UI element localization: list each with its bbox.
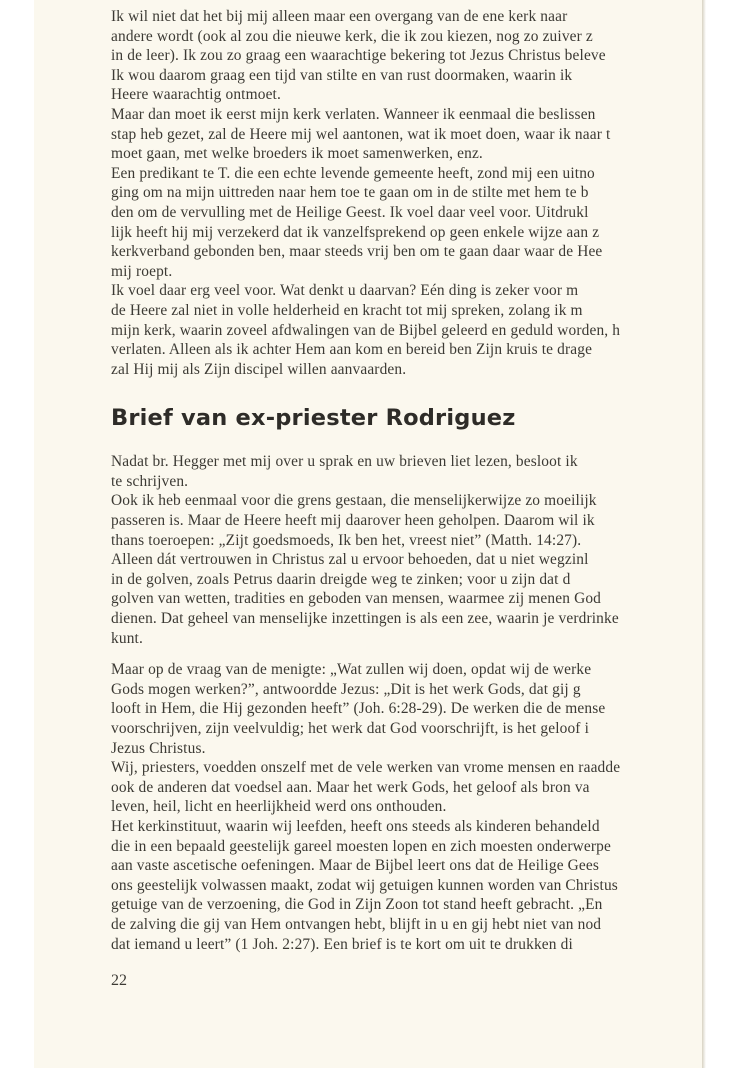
- paragraph: [111, 491, 702, 648]
- text-line: mijn kerk, waarin zoveel afdwalingen van de Bijbel geleerd en geduld worden, h: [111, 321, 621, 339]
- paragraph: [111, 817, 702, 954]
- text-line: Maar op de vraag van de menigte: „Wat zullen wij doen, opdat wij de werke: [111, 661, 592, 679]
- text-line: stap heb gezet, zal de Heere mij wel aantonen, wat ik moet doen, waar ik naar t: [111, 125, 611, 143]
- text-line: te schrijven.: [111, 472, 189, 490]
- text-line: die in een bepaald geestelijk gareel moesten lopen en zich moesten onderwerpe: [111, 837, 611, 855]
- paragraph: [111, 660, 702, 758]
- document-page: [34, 0, 702, 1068]
- paragraph: [111, 452, 702, 491]
- text-line: Ik voel daar erg veel voor. Wat denkt u daarvan? Eén ding is zeker voor m: [111, 282, 579, 300]
- text-line: lijk heeft hij mij verzekerd dat ik vanzelfsprekend op geen enkele wijze aan z: [111, 223, 600, 241]
- section-heading: Brief van ex-priester Rodriguez: [111, 405, 516, 432]
- text-line: de Heere zal niet in volle helderheid en kracht tot mij spreken, zolang ik m: [111, 301, 583, 319]
- text-line: Heere waarachtig ontmoet.: [111, 86, 281, 104]
- text-line: Ik wil niet dat het bij mij alleen maar een overgang van de ene kerk naar: [111, 8, 568, 25]
- text-line: Nadat br. Hegger met mij over u sprak en uw brieven liet lezen, besloot ik: [111, 453, 578, 471]
- intro-section: [111, 7, 702, 379]
- text-line: kunt.: [111, 629, 143, 647]
- text-line: golven van wetten, tradities en geboden van mensen, waarmee zij menen God: [111, 590, 602, 608]
- text-line: verlaten. Alleen als ik achter Hem aan kom en bereid ben Zijn kruis te drage: [111, 341, 593, 359]
- text-line: in de leer). Ik zou zo graag een waarachtige bekering tot Jezus Christus beleve: [111, 47, 606, 65]
- page-edge-shadow: [702, 0, 706, 1068]
- page-body: [111, 7, 702, 954]
- text-line: Ook ik heb eenmaal voor die grens gestaan, die menselijkerwijze zo moeilijk: [111, 492, 597, 510]
- text-line: ook de anderen dat voedsel aan. Maar het werk Gods, het geloof als bron va: [111, 778, 590, 796]
- text-line: Jezus Christus.: [111, 739, 206, 757]
- text-line: zal Hij mij als Zijn discipel willen aanvaarden.: [111, 360, 407, 378]
- letter-section: [111, 452, 702, 954]
- text-line: de zalving die gij van Hem ontvangen hebt, blijft in u en gij hebt niet van nod: [111, 915, 602, 933]
- text-line: andere wordt (ook al zou die nieuwe kerk, die ik zou kiezen, nog zo zuiver z: [111, 27, 593, 45]
- paragraph: [111, 281, 702, 379]
- text-line: Gods mogen werken?”, antwoordde Jezus: „Dit is het werk Gods, dat gij g: [111, 680, 581, 698]
- text-line: Het kerkinstituut, waarin wij leefden, heeft ons steeds als kinderen behandeld: [111, 817, 600, 835]
- text-line: moet gaan, met welke broeders ik moet samenwerken, enz.: [111, 145, 483, 163]
- text-line: kerkverband gebonden ben, maar steeds vrij ben om te gaan daar waar de Hee: [111, 243, 603, 261]
- paragraph: [111, 758, 702, 817]
- text-line: Maar dan moet ik eerst mijn kerk verlaten. Wanneer ik eenmaal die beslissen: [111, 105, 596, 123]
- text-line: ging om na mijn uittreden naar hem toe te gaan om in de stilte met hem te b: [111, 184, 589, 202]
- page-number: 22: [111, 972, 127, 989]
- paragraph: [111, 105, 702, 164]
- text-line: den om de vervulling met de Heilige Geest. Ik voel daar veel voor. Uitdrukl: [111, 203, 589, 221]
- text-line: dienen. Dat geheel van menselijke inzettingen is als een zee, waarin je verdrinke: [111, 610, 619, 628]
- text-line: dat iemand u leert” (1 Joh. 2:27). Een brief is te kort om uit te drukken di: [111, 935, 573, 953]
- text-line: looft in Hem, die Hij gezonden heeft” (Joh. 6:28-29). De werken die de mense: [111, 700, 606, 718]
- text-line: Wij, priesters, voedden onszelf met de vele werken van vrome mensen en raadde: [111, 759, 621, 777]
- text-line: passeren is. Maar de Heere heeft mij daarover heen geholpen. Daarom wil ik: [111, 512, 595, 530]
- text-line: getuige van de verzoening, die God in Zijn Zoon tot stand heeft gebracht. „En: [111, 896, 603, 914]
- text-line: Alleen dát vertrouwen in Christus zal u ervoor behoeden, dat u niet wegzinl: [111, 551, 589, 569]
- text-line: aan vaste ascetische oefeningen. Maar de Bijbel leert ons dat de Heilige Gees: [111, 857, 600, 875]
- text-line: leven, heil, licht en heerlijkheid werd ons onthouden.: [111, 798, 447, 816]
- text-line: ons geestelijk volwassen maakt, zodat wij getuigen kunnen worden van Christus: [111, 876, 618, 894]
- paragraph: [111, 164, 702, 282]
- text-line: in de golven, zoals Petrus daarin dreigde weg te zinken; voor u zijn dat d: [111, 570, 571, 588]
- text-line: Ik wou daarom graag een tijd van stilte en van rust doormaken, waarin ik: [111, 66, 573, 84]
- text-line: thans toeroepen: „Zijt goedsmoeds, Ik ben het, vreest niet” (Matth. 14:27).: [111, 531, 582, 549]
- paragraph-gap: [111, 648, 702, 660]
- text-line: Een predikant te T. die een echte levende gemeente heeft, zond mij een uitno: [111, 164, 595, 182]
- text-line: voorschrijven, zijn veelvuldig; het werk dat God voorschrijft, is het geloof i: [111, 720, 590, 737]
- text-line: mij roept.: [111, 262, 173, 280]
- paragraph: [111, 7, 702, 105]
